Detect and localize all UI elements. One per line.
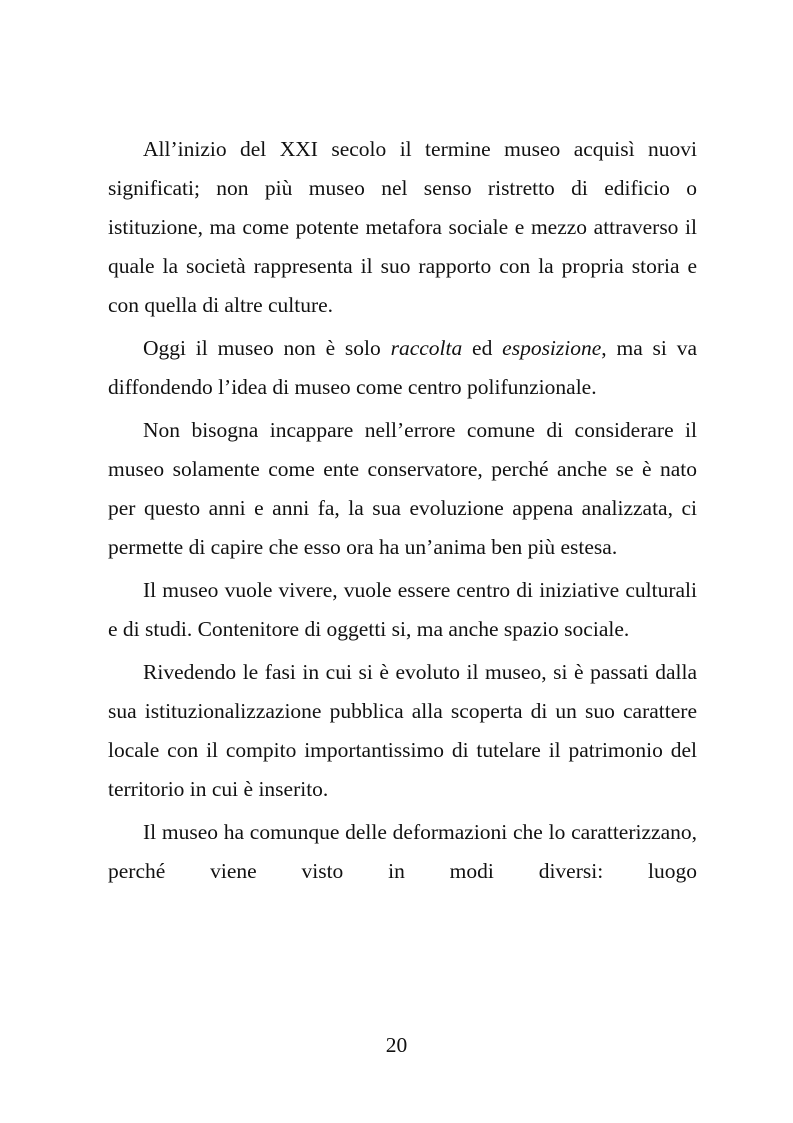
paragraph-5: Rivedendo le fasi in cui si è evoluto il museo, si è passati dalla sua istituzionalizzazione pubblica alla scoperta di un suo carattere locale con il compito importantissimo di tutelare il patrimonio del territorio in cui è inserito. — [108, 660, 697, 801]
paragraph-3: Non bisogna incappare nell’errore comune di considerare il museo solamente come ente conservatore, perché anche se è nato per questo anni e anni fa, la sua evoluzione appena analizzata, ci permette di capire che esso ora ha un’anima ben più estesa. — [108, 418, 697, 559]
page-number: 20 — [385, 1033, 408, 1057]
paragraph-6: Il museo ha comunque delle deformazioni che lo caratterizzano, perché viene visto in modi diversi: luogo — [108, 820, 697, 883]
paragraph-2 — [108, 329, 697, 407]
paragraph-2-part-1: Oggi il museo non è solo — [143, 336, 391, 360]
paragraph-2-italic-raccolta: raccolta — [390, 336, 463, 360]
body-text — [108, 130, 697, 891]
paragraph-2-part-3: , ma si va diffondendo l’idea di museo come centro polifunzionale. — [108, 336, 698, 399]
paragraph-4: Il museo vuole vivere, vuole essere centro di iniziative culturali e di studi. Contenitore di oggetti si, ma anche spazio sociale. — [108, 578, 697, 641]
paragraph-2-italic-esposizione: esposizione — [502, 336, 602, 360]
paragraph-1: All’inizio del XXI secolo il termine museo acquisì nuovi significati; non più museo nel senso ristretto di edificio o istituzione, ma come potente metafora sociale e mezzo attraverso il quale la società rappresenta il suo rapporto con la propria storia e con quella di altre culture. — [108, 137, 697, 317]
paragraph-2-part-2: ed — [462, 336, 503, 360]
